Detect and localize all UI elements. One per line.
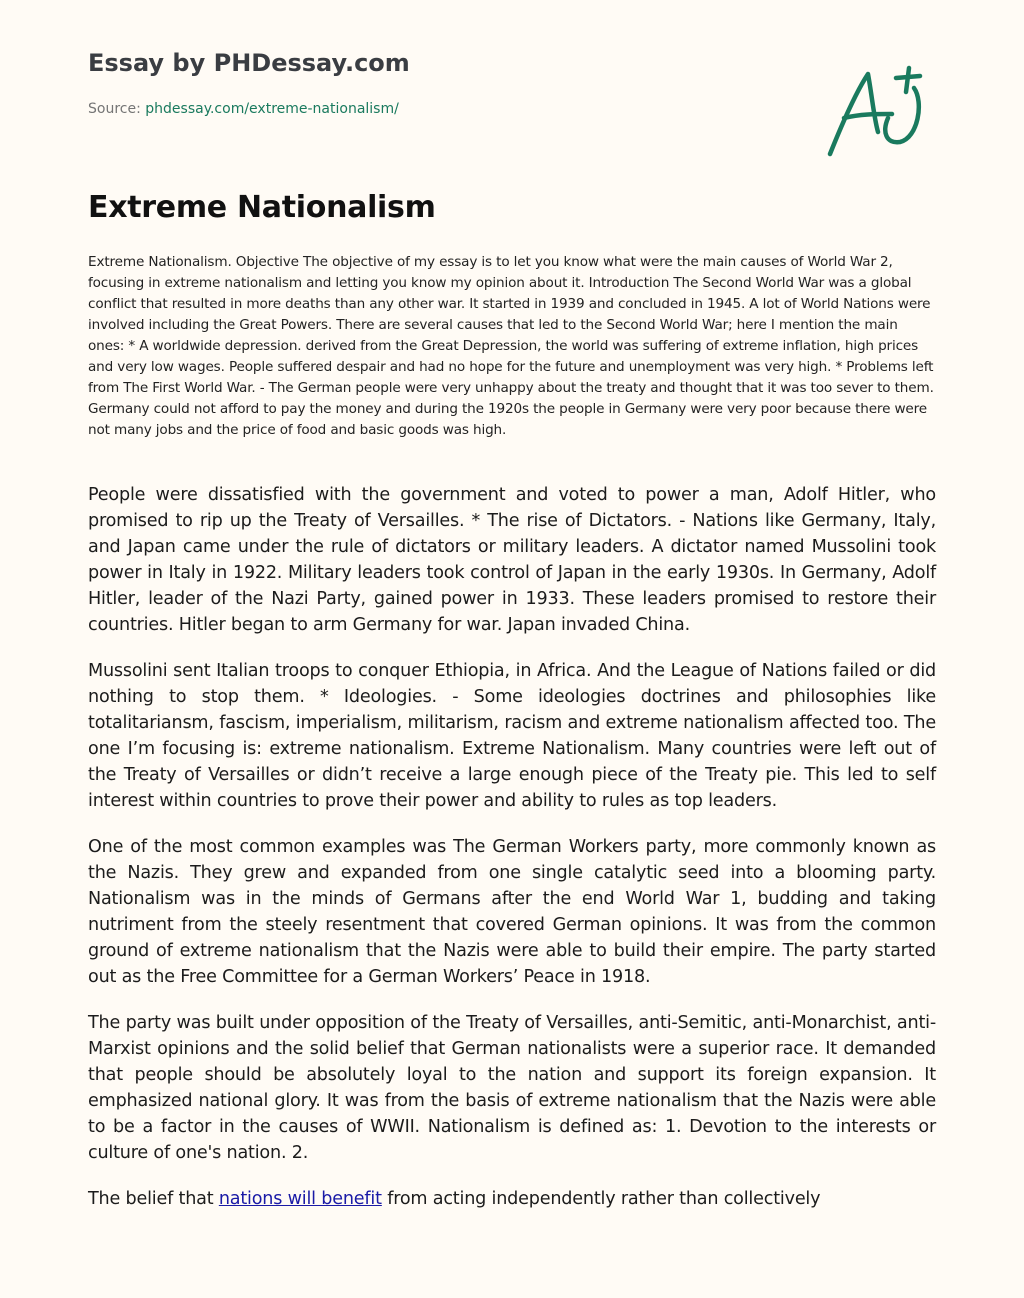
source-line (88, 101, 399, 117)
essay-paragraph: People were dissatisfied with the government and voted to power a man, Adolf Hitler, who promised to rip up the Treaty of Versailles. * The rise of Dictators. - Nations like Germany, Italy, and Japan came under the rule of dictators or military leaders. A dictator named Mussolini took power in Italy in 1922. Military leaders took control of Japan in the early 1930s. In Germany, Adolf Hitler, leader of the Nazi Party, gained power in 1933. These leaders promised to restore their countries. Hitler began to arm Germany for war. Japan invaded China. (88, 485, 936, 635)
text-after-link: from acting independently rather than collectively (381, 1189, 821, 1209)
page-header (88, 0, 936, 180)
site-title: Essay by PHDessay.com (88, 49, 410, 77)
inline-link-nations-will-benefit[interactable]: nations will benefit (218, 1189, 382, 1209)
essay-paragraph: One of the most common examples was The German Workers party, more commonly known as the Nazis. They grew and expanded from one single catalytic seed into a blooming party. Nationalism was in the minds of Germans after the end World War 1, budding and taking nutriment from the steely resentment that covered German opinions. It was from the common ground of extreme nationalism that the Nazis were able to build their empire. The party started out as the Free Committee for a German Workers’ Peace in 1918. (88, 837, 936, 987)
source-label: Source: (88, 101, 146, 117)
essay-intro: Extreme Nationalism. Objective The objective of my essay is to let you know what were the main causes of World War 2, focusing in extreme nationalism and letting you know my opinion about it. Introduction The Second World War was a global conflict that resulted in more deaths than any other war. It started in 1939 and concluded in 1945. A lot of World Nations were involved including the Great Powers. There are several causes that led to the Second World War; here I mention the main ones: * A worldwide depression. derived from the Great Depression, the world was suffering of extreme inflation, high prices and very low wages. People suffered despair and had no hope for the future and unemployment was very high. * Problems left from The First World War. - The German people were very unhappy about the treaty and thought that it was too sever to them. Germany could not afford to pay the money and during the 1920s the people in Germany were very poor because there were not many jobs and the price of food and basic goods was high. (88, 254, 934, 438)
text-before-link: The belief that (88, 1189, 219, 1209)
essay-paragraph: Mussolini sent Italian troops to conquer Ethiopia, in Africa. And the League of Nations failed or did nothing to stop them. * Ideologies. - Some ideologies doctrines and philosophies like totalitariansm, fascism, imperialism, militarism, racism and extreme nationalism affected too. The one I’m focusing is: extreme nationalism. Extreme Nationalism. Many countries were left out of the Treaty of Versailles or didn’t receive a large enough piece of the Treaty pie. This led to self interest within countries to prove their power and ability to rules as top leaders. (88, 661, 936, 811)
essay-page (88, 0, 936, 1209)
a-plus-grade-icon (820, 62, 930, 162)
essay-paragraph-truncated (88, 1186, 936, 1212)
source-link[interactable]: phdessay.com/extreme-nationalism/ (145, 101, 399, 117)
essay-paragraph: The party was built under opposition of the Treaty of Versailles, anti-Semitic, anti-Monarchist, anti-Marxist opinions and the solid belief that German nationalists were a superior race. It demanded that people should be absolutely loyal to the nation and support its foreign expansion. It emphasized national glory. It was from the basis of extreme nationalism that the Nazis were able to be a factor in the causes of WWII. Nationalism is defined as: 1. Devotion to the interests or culture of one's nation. 2. (88, 1013, 936, 1163)
essay-body (88, 482, 936, 1232)
essay-title: Extreme Nationalism (88, 190, 436, 225)
